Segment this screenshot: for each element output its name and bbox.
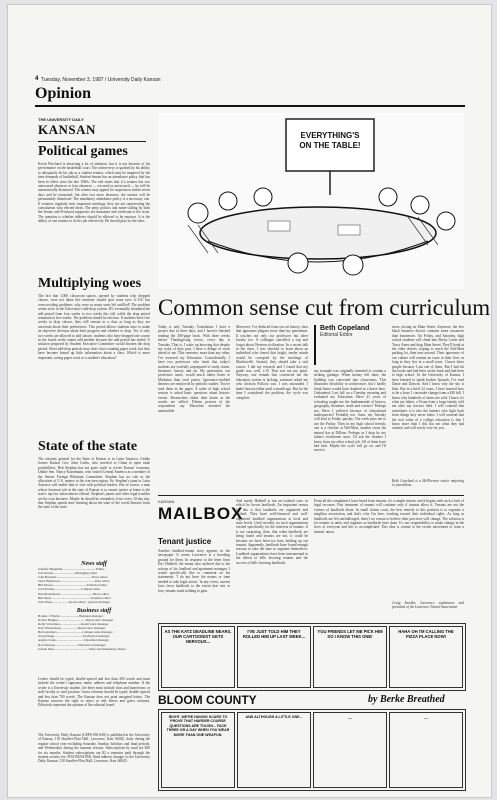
business-staff-list <box>38 614 150 651</box>
comic-panel-1 <box>161 626 235 688</box>
business-staff-row: Kurt Wessenberg.....................Retail sales manager <box>38 626 106 631</box>
comic-panel-3 <box>313 626 387 688</box>
business-staff-row: Barb Andrews...............................Campus sales manager <box>38 630 113 635</box>
publisher-info: The University Daily Kansan (USPS 650-640) is published at the University of Kansas, 118 Stauffer-Flint Hall, Lawrence, Kan. 66045, daily during the regular school year excluding Saturday, Sunday, holidays and final periods, and Wednesdays during the summer session. Subscriptions by mail are $30 for six months. Student subscriptions are $2 a semester paid through the student activity fee. POSTMASTER: Send address changes to the University Daily Kansan, 118 Stauffer-Flint Hall, Lawrence, Kan. 66045. <box>38 733 150 764</box>
kansan-logo <box>38 117 96 137</box>
editorial-title-2: Multiplying woes <box>38 276 142 291</box>
column-headline: Common sense cut from curriculum <box>158 295 491 320</box>
news-staff-row: Jon Niccum.................................Campus editor <box>38 587 101 592</box>
logo-top: THE UNIVERSITY DAILY <box>38 117 84 122</box>
bloom-panel-2-text: AND ALTHOUGH A LITTLE ONE... <box>245 715 303 719</box>
comic-panel-2 <box>237 626 311 688</box>
mailbox-top: KANSAN <box>158 499 175 504</box>
bloom-panel-4-text: ... <box>424 715 428 720</box>
comic-strip <box>158 623 466 691</box>
column-author-title: Editorial Editor <box>320 332 353 338</box>
section-title: Opinion <box>35 85 92 102</box>
letters-policy: Letters should be typed, double-spaced and less than 200 words and must include the writer's signature, name, address and telephone number. If the writer is a University student, the letter must include class and hometown; or staff faculty or staff position. Guest columns should be typed, double-spaced and less than 700 words. The Kansan does not print unsigned letters. The Kansan reserves the right to reject or edit letters and guest columns. Editorials represent the opinion of the editorial board. <box>38 677 150 708</box>
bloom-panel-4 <box>389 712 463 788</box>
news-staff-title: News staff <box>81 561 107 567</box>
bloom-panel-1 <box>161 712 235 788</box>
political-cartoon <box>158 113 464 289</box>
editorial-body-2: The fact that 3,000 classroom spaces, opened by students who dropped classes, were not taken this semester should spur some eyes. If KU has overcrowding problems, why were so many seats left unfilled? The problem seems to lie in the University's add-drop system. KU eventually shortened the add period from four weeks to two weeks this fall, while the drop period remained at five weeks. The problem should be obvious. If students have five weeks to drop classes, they will remain in a class as long as they are uncertain about their preferences. This period allows students time to make an objective decision about their progress and whether to drop. Yet, if only two weeks are allowed to add classes, students who have dropped one course in the fourth week cannot add another because the add period has ended. A solution proposed by Student Executive Committee would shorten the drop period. Short add-drop periods may clear class-counting paper work, but they have become bound up little information about a class. Which is more important, saving paper work or a student's education? <box>38 294 150 360</box>
news-staff-row: Bill Moore..........................................Editorial editor <box>38 583 108 588</box>
comic-panel-1-text: AS THE KATZ DEADLINE NEARS, OUR CARTOONIST GETS NERVOUS... <box>164 629 232 644</box>
comic-panel-3-text: YOU FRIENDS LET ME PICK HIM SO I KNOW THIS ONE! <box>317 629 383 639</box>
business-staff-row: Bonnie J. Hardy........................Business manager <box>38 613 103 618</box>
comic-panel-2-text: I'VE JUST TOLD HIM THEY ROLLED HIM UP LAST WEEK... <box>242 629 306 639</box>
cartoon-sign-text: EVERYTHING'S ON THE TABLE! <box>299 131 361 150</box>
news-staff-row: Tom Elsen....................Sports editor / general manager <box>38 599 111 604</box>
editorial-body-3: The attorney general for the State of Kansas is in Latin America. Unlike former Kansas Gov. John Carlin, who traveled to China to open trade possibilities, Bob Stephan has not gone south to revive Kansas' economy. Unlike Sen. Nancy Kassebaum, who visited Central America as a member of the Senate Foreign Relations Committee, Stephan has no role in the allocation of U.S. money to the war-torn region. So, Stephan's jaunt to Latin America will enable him to visit with political leaders. But of course, a man whose foremost job in the state of Kansas is to ensure justice at home is the state's top law enforcement official. Stephan's jaunts and other legal troubles are his own business. Maybe he should be reminded, if not every 10-day trip, that Stephan spends time learning about the state of the world detracts from the state of the state. <box>38 457 150 510</box>
page-number: 4 <box>35 76 39 82</box>
comic-panel-4-text: HAHA OH I'M CALLING THE PIZZA PLACE NOW! <box>398 629 454 639</box>
newspaper-page <box>7 4 492 798</box>
bloom-panel-2 <box>237 712 311 788</box>
byline-box <box>314 325 388 365</box>
bloom-panel-3-text: ... <box>348 715 352 720</box>
news-staff-row: Bill Skeet................................................Graphics editor <box>38 595 112 600</box>
editorial-title-3: State of the state <box>38 439 138 454</box>
news-staff-row: Jennifer Benjamin.........................................Editor <box>38 567 105 571</box>
business-staff-row: Robert Hughes..................................Retail sales manager <box>38 617 114 622</box>
column-rule <box>158 495 464 496</box>
logo-bottom: KANSAN <box>38 122 96 137</box>
business-staff-row: Kelly Schachner..........................Retail sales manager <box>38 622 109 627</box>
news-staff-row: Dan Rautenbach........................................Photo editor <box>38 591 110 596</box>
news-staff-row: Steve Hightower..........................................Wire editor <box>38 579 110 584</box>
column-body-c: my example was originally intended to contain a striking garbage. When money fell short, the building was converted into classrooms. This illustrates flexibility in architecture, but I hardly think Sartre would have doubted as a brave hero. Undaunted: Last fall on a Tuesday morning and evaluated my Education. Have 21 years of schooling taught me the fundamentals of history, geography, literature, math and science? Perhaps not. Have I suffered because of educational inadequacies? Probably not. Soon, my Tuesday will lead to Friday, payday. The week pays me to use the Friday. Then in my high school friends, one is a checker at Wal-Mart, another owns the natural bar at Dillons. Perhaps as I drop by my father's backhome store, I'll ask the farmers I know from my other school job. All of them have bad luck. Maybe the cycle will go on, and I'll survive. <box>314 369 386 453</box>
column-body-b: Moreover, I've deduced from our art history class that ignorance plagues more than my generation. It touches not only our professors but other faculty too. A colleague cancelled a trip and forgot about Western civilization. In a recent talk in the class, I was shocked to learn about an individual who feared that bright, tender minds would be corrupted by the teachings of Machiavelli. Instead, they should take a real course. I did my research and I found that my grade was, well, a B. That was not my point. Anyway, one remark that convinced me the education system is lacking: someone asked me who Jackson Pollock was. I was astounded. I hadn't known either until a month ago. But by the time I considered the problem, the cycle was complete. <box>236 325 308 400</box>
editorial-body-1: Kevin Pritchard is attracting a lot of attention, but it is not because of his performance on the basketball court. The controversy is sparked by his ability to adequately do his job as a student senator, which may be impaired by the time demands of basketball. Student Senate has an attendance policy that has been in effect since the late 1960s. The rule states that if a senator has two unexcused absences or four absences — excused or unexcused — he will be automatically dismissed. The senator may appeal for suspension within seven days and be reinstated, but after two more absences, the senator will be permanently dismissed. The mandatory attendance policy is a necessary one. If senators regularly miss important meetings, they are not representing the constituents who elected them. The petty politics and name-calling by both the Senate and Pritchard supporters are immature and irrelevant to the issue. The question is whether athletes should be allowed to be senators. It is the ability of one senator to do his job effectively. He should play by the rules. <box>38 162 150 224</box>
letter-body-b: And surely Hubbell is not an isolated case, in which he favors landlords. An important reason for this is that landlords are organized and unified. They have well-financed and well-organized landlord organizations at local and state levels. Until recently, no such organizations existed specifically for the interests of tenants. It is not surprising, then, that when landlords are being heard and tenants are not, it could be because we have been too busy holding up our tenants. Apparently, landlords have found enough reasons to take the time to organize themselves. Landlord organizations have been instrumental in the defeat of bills favoring tenants and the success of bills favoring landlords. <box>236 499 308 565</box>
letter-body-a: Another landlord-tenant story appears in the newspaper. It seems Lawrence is a breeding ground for them. In response to the letter from Eric Hubbell, the tenant who suffered due to the actions of his landlord and apartment manager, I would specifically like to comment on his statements: 'I do not have the means or time needed to take legal action.' In any event, current laws favor landlords to the extent that win or lose, tenants stand nothing to gain. <box>158 549 230 593</box>
business-staff-row: Greg Knapp...................................Production manager <box>38 634 110 639</box>
comic-panel-4 <box>389 626 463 688</box>
dateline: Tuesday, November 3, 1987 / University Daily Kansan <box>41 77 161 83</box>
bloom-county-author: by Berke Breathed <box>368 694 445 705</box>
business-staff-row: Jeanne Shea..........................................Sales and marketing adviser <box>38 646 126 651</box>
business-staff-row: Angela Clark..................................Classified manager <box>38 638 110 643</box>
business-staff-row: Ron Westrop............................National ad manager <box>38 642 106 647</box>
letter-title: Tenant justice <box>158 537 212 546</box>
column-author-note: Beth Copeland is a McPherson senior majoring in journalism. <box>392 479 464 488</box>
news-staff-row: Juli Warren...........................Managing editor <box>38 571 98 576</box>
logo-rule <box>38 141 146 142</box>
column-body-a: Today is only Tuesday. Translation: I have a project due in three days, and I haven't finished reading the 300-page book. With three weeks before Thanksgiving recess, every day is Tuesday. That is, I wake up knowing that despite my work of days past, I have a deluge of work ahead of me. This semester, more than any other, I've assessed my Education. Coincidentally, I have two professors who insist that today's students are woefully unprepared to study classic literature, history and art. My generation, our professors insist, would much rather listen to Madonna than read poetry. Ignorance-studded theories are reinforced by periodic studies. You've read them in the paper. A cadre of high school seniors is asked basic questions about historic events. Researchers shake their heads as the results are tallied. Fifteen percent of the respondents say Massolini invented the automobile. <box>158 325 230 413</box>
letter-body-c: From all the complaints I have heard from tenants, it's a simple reason: and it begins with such a lack of legal recourse. Past treatment of tenants will continue only if tenants allow it. Tenants are not the victims of landlords alone. In small claims court, the best remedy to this position is to organize a neighbor association, and that's why I'm here, working toward their individual rights. As long as landlords are left unchallenged, there's no reason to believe their practices will change. The solution is for tenants to unify and organize as landlords have done. It's our responsibility to make change in the lives of everyone and this is accomplished. This idea is central to the recent movement to form a tenants' union. <box>314 499 464 534</box>
news-staff-row: John Bessmer...........................................News editor <box>38 575 108 580</box>
mailbox-logo <box>158 499 244 537</box>
news-staff-box <box>38 561 150 673</box>
bloom-county-title: BLOOM COUNTY <box>158 693 257 707</box>
bloom-county-strip <box>158 709 466 791</box>
section-rule <box>35 105 465 107</box>
column-author: Beth Copeland <box>320 325 370 332</box>
news-staff-list <box>38 567 150 604</box>
editorial-title-1: Political games <box>38 144 128 159</box>
bloom-panel-1-text: RIGHT. WE'RE HAVING SCARS TO PROVE THAT HARDER COURSE QUESTIONS ARE TOUGH... FACE THREE OR A DAY WHEN YOU WEAR MORE THAN ONE WEAPON. <box>166 715 230 737</box>
bloom-panel-3 <box>313 712 387 788</box>
column-body-d: stone closing on Main Street. Anymore, the few black business district contains more vacancies than businesses. On Friday, and Saturday, high school students will climb into Becky Carter and Tracy Ames and drag Main Street. They'll honk at the other drivers, hoping to reach the Wal-Mart parking lot, then turn around. Their ignorance of our culture will remain an issue in their lives as long as they live in a small town. I know these people because I am one of them. But I had hit the books and had been on the book and had been to high school. At the University of Kansas, I have learned to speak broken Spanish, I've read Dante and Darwin. And I know why the sky is blue. But in a brief 22 years, I have learned how to be a loser. I can make change from a $20 bill. I know why hundreds of farms are sold. I know it's what my father, a Texan from a large family, told me after my tractors died. I will contend that sometimes it is also the farmers who fight back from things they never knew. I will contend that the real value of a college education is that I know more than I did, but not what they had wanted, and will surely vote for you. <box>392 325 464 431</box>
business-staff-title: Business staff <box>76 607 112 614</box>
letter-signature: Craig Sandler, Lawrence sophomore and president of the Lawrence Tenant Association <box>392 601 464 610</box>
mailbox-title: MAILBOX <box>158 504 244 523</box>
